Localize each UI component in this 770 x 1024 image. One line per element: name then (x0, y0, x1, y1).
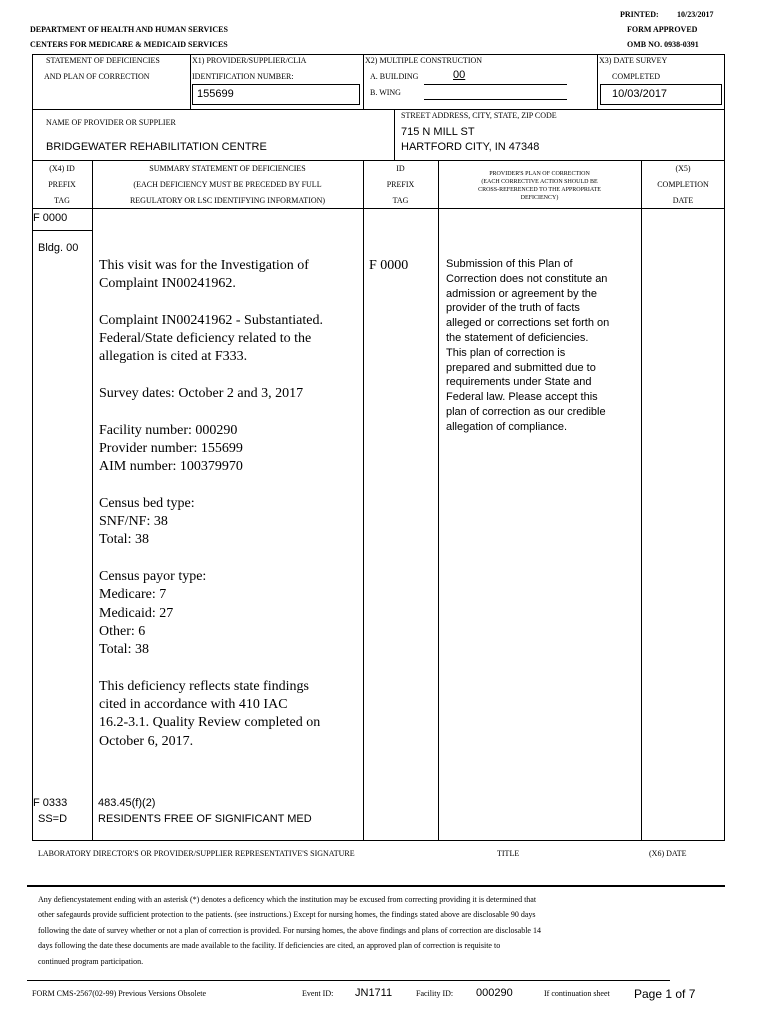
disclosure-footnote: Any defiencystatement ending with an asterisk (*) denotes a deficency which the institution may be excused from correcting providing it is determined that other safegaurds provide sufficient protection to the patients. (see instructions.) Except for nursing homes, the findings stated above are disclosable 90 days following the date of survey whether or not a plan of correction is provided. For nursing homes, the above findings and plans of correction are disclosable 14 days following the date these documents are made available to the facility. If deficiencies are cited, an approved plan of correction is requisite to continued program participation. (38, 895, 541, 966)
id-prefix-label: PREFIX (386, 180, 415, 189)
id-label: ID (396, 164, 405, 173)
wing-label: B. WING (370, 88, 401, 97)
facility-id-value: 000290 (476, 987, 513, 999)
title-label: TITLE (497, 849, 520, 858)
continuation-label: If continuation sheet (544, 989, 610, 998)
city-state-zip: HARTFORD CITY, IN 47348 (401, 141, 540, 153)
tag-f0333: F 0333 (33, 797, 68, 809)
summary-header-3: REGULATORY OR LSC IDENTIFYING INFORMATION) (129, 196, 326, 205)
id-tag-f0000: F 0000 (369, 258, 409, 273)
printed-date: 10/23/2017 (677, 10, 714, 19)
provider-info-row (32, 109, 725, 161)
facility-id-label: Facility ID: (416, 989, 454, 998)
address-label: STREET ADDRESS, CITY, STATE, ZIP CODE (401, 111, 557, 120)
completion-label: COMPLETION (657, 180, 709, 189)
form-id: FORM CMS-2567(02-99) Previous Versions Obsolete (32, 989, 207, 998)
building-tag: Bldg. 00 (38, 242, 79, 254)
form-approved: FORM APPROVED (627, 25, 698, 34)
department-name: DEPARTMENT OF HEALTH AND HUMAN SERVICES (30, 25, 228, 34)
building-label: A. BUILDING (370, 72, 419, 81)
x1-label: X1) PROVIDER/SUPPLIER/CLIA (192, 56, 307, 65)
x6-date-label: (X6) DATE (649, 849, 687, 858)
x4-prefix-label: PREFIX (48, 180, 76, 189)
event-id-value: JN1711 (355, 987, 393, 999)
signature-label: LABORATORY DIRECTOR'S OR PROVIDER/SUPPLIER REPRESENTATIVE'S SIGNATURE (38, 849, 355, 858)
poc-header-1: PROVIDER'S PLAN OF CORRECTION (489, 171, 590, 177)
building-value: 00 (453, 69, 466, 81)
printed-label: PRINTED: (620, 10, 659, 19)
x4-tag-label: TAG (54, 196, 70, 205)
regulation-number: 483.45(f)(2) (98, 797, 156, 809)
provider-name: BRIDGEWATER REHABILITATION CENTRE (46, 141, 267, 153)
summary-statement: This visit was for the Investigation of Complaint IN00241962. Complaint IN00241962 - Substantiated. Federal/State deficiency related to the allegation is cited at F333. Survey dates: October 2 and 3, 2017 Facility number: 000290 Provider number: 155699 AIM number: 100379970 Census bed type: SNF/NF: 38 Total: 38 Census payor type: Medicare: 7 Medicaid: 27 Other: 6 Total: 38 This deficiency reflects state findings cited in accordance with 410 IAC 16.2-3.1. Quality Review completed on October 6, 2017. (99, 258, 323, 749)
x4-id-label: (X4) ID (49, 164, 75, 173)
provider-number-value: 155699 (197, 88, 234, 100)
id-tag-label: TAG (392, 196, 409, 205)
summary-header-2: (EACH DEFICIENCY MUST BE PRECEDED BY FULL (133, 180, 322, 189)
date-label: DATE (672, 196, 694, 205)
scope-severity: SS=D (38, 813, 68, 825)
poc-header-4: DEFICIENCY) (520, 195, 559, 201)
survey-date-value: 10/03/2017 (612, 88, 668, 100)
plan-of-correction-label: AND PLAN OF CORRECTION (44, 72, 150, 81)
statement-label: STATEMENT OF DEFICIENCIES (46, 56, 160, 65)
regulation-title: RESIDENTS FREE OF SIGNIFICANT MED (98, 813, 312, 825)
street-address: 715 N MILL ST (401, 126, 475, 138)
omb-number: OMB NO. 0938-0391 (627, 40, 699, 49)
completed-label: COMPLETED (612, 72, 660, 81)
x5-label: (X5) (675, 164, 691, 173)
plan-of-correction-text: Submission of this Plan of Correction does not constitute an admission or agreement by the provider of the truth of facts alleged or corrections set forth on the statement of deficiencies. This plan of correction is prepared and submitted due to requirements under State and Federal law. Please accept this plan of correction as our credible allegation of compliance. (446, 258, 610, 433)
poc-header-3: CROSS-REFERENCED TO THE APPROPRIATE (478, 187, 601, 193)
event-id-label: Event ID: (302, 989, 334, 998)
provider-name-label: NAME OF PROVIDER OR SUPPLIER (46, 118, 176, 127)
identification-number-label: IDENTIFICATION NUMBER: (192, 72, 294, 81)
page-number: Page 1 of 7 (634, 987, 696, 1001)
centers-name: CENTERS FOR MEDICARE & MEDICAID SERVICES (30, 40, 228, 49)
tag-f0000: F 0000 (33, 212, 68, 224)
poc-header-2: (EACH CORRECTIVE ACTION SHOULD BE (481, 179, 598, 185)
x2-label: X2) MULTIPLE CONSTRUCTION (365, 56, 483, 65)
summary-header-1: SUMMARY STATEMENT OF DEFICIENCIES (149, 164, 306, 173)
x3-label: X3) DATE SURVEY (599, 56, 668, 65)
